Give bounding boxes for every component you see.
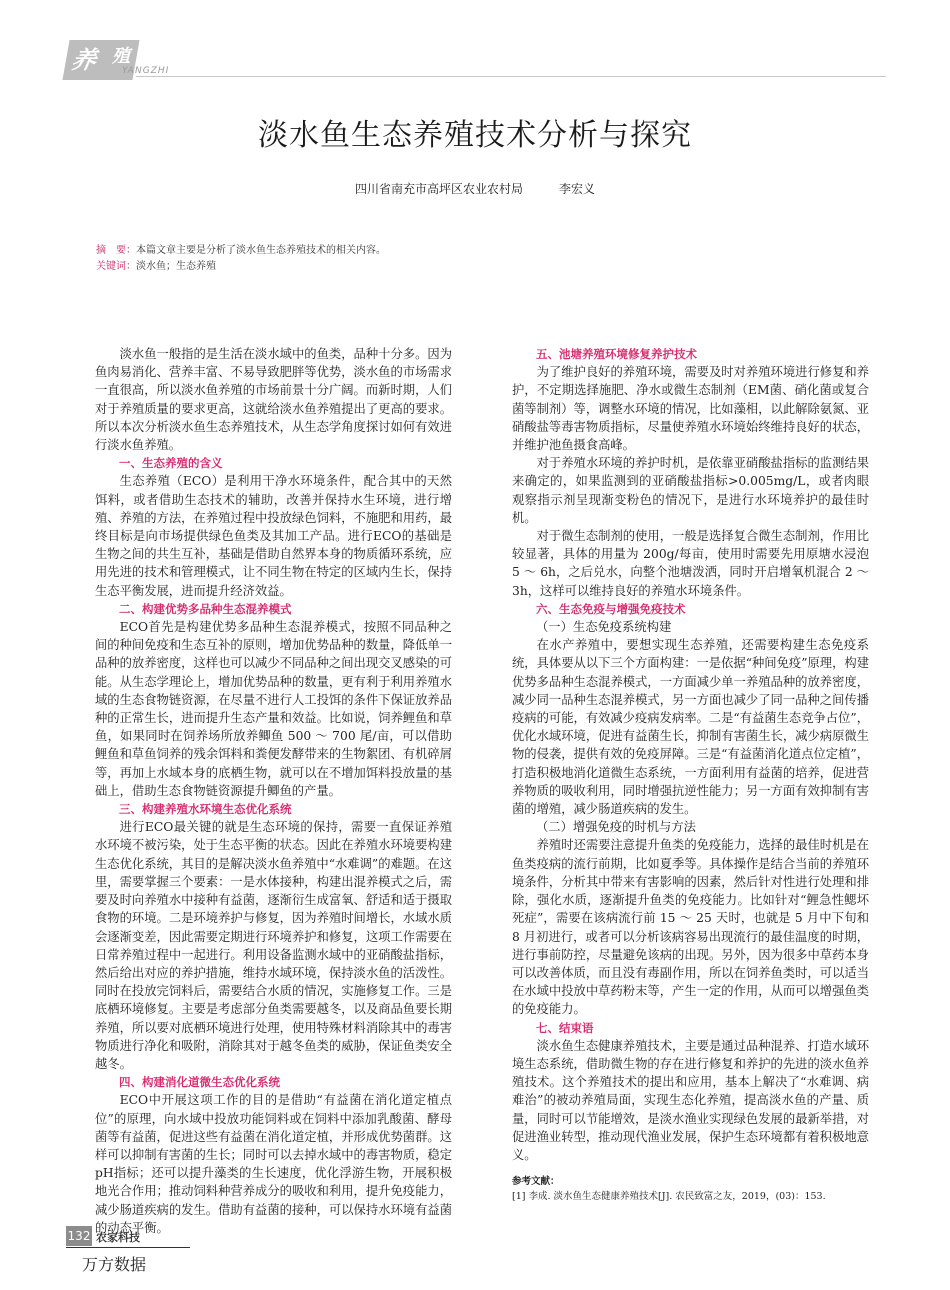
- footer-divider: [66, 1247, 190, 1248]
- left-column: [95, 345, 452, 1237]
- section-7-heading: 七、结束语: [536, 1020, 594, 1035]
- section-1-heading: 一、生态养殖的含义: [119, 456, 223, 471]
- header-divider: [136, 76, 886, 77]
- author-affiliation: 四川省南充市高坪区农业农村局: [354, 182, 523, 196]
- journal-name: 农家科技: [96, 1231, 140, 1244]
- section-logo-sub: 殖: [112, 46, 130, 67]
- section-5-paragraph-1: 为了维护良好的养殖环境，需要及时对养殖环境进行修复和养护，不定期选择施肥、净水或微生态制剂（EM菌、硝化菌或复合菌等制剂）等，调整水环境的情况，比如藻相，以此解除氨氮、亚硝酸盐等毒害物质指标，尽量使养殖水环境始终维持良好的状态，并维护池鱼摄食高峰。: [512, 365, 869, 453]
- section-6-subheading-2: （二）增强免疫的时机与方法: [536, 820, 696, 835]
- section-2-paragraph: ECO首先是构建优势多品种生态混养模式，按照不同品种之间的种间免疫和生态互补的原则，增加优势品种的数量，降低单一品种的放养密度，这样也可以减少不同品种之间出现交叉感染的可能。从生态学理论上，增加优势品种的数量，更有利于利用养殖水域的生态食物链资源，在尽量不进行人工投饵的条件下保证放养品种的正常生长，进而提升生态产量和效益。比如说，饲养鲤鱼和草鱼，如果同时在饲养场所放养鲫鱼 500 ～ 700 尾/亩，可以借助鲤鱼和草鱼饲养的残余饵料和粪便发酵带来的生物絮团、有机碎屑等，再加上水域本身的底栖生物，就可以在不增加饵料投放量的基础上，借助生态食物链资源提升鲫鱼的产量。: [95, 620, 452, 798]
- abstract-label: 摘 要：: [96, 245, 136, 256]
- section-6-subheading-1: （一）生态免疫系统构建: [536, 620, 672, 635]
- section-header: [66, 40, 886, 80]
- reference-item: [1] 李成. 淡水鱼生态健康养殖技术[J]. 农民致富之友，2019，(03)：153.: [512, 1191, 826, 1203]
- author-name: 李宏义: [559, 182, 596, 196]
- section-5-paragraph-3: 对于微生态制剂的使用，一般是选择复合微生态制剂，作用比较显著，具体的用量为 200g/每亩，使用时需要先用原塘水浸泡 5 ～ 6h，之后兑水，向整个池塘泼洒，同时开启增氧机混合 2 ～ 3h，这样可以维持良好的养殖水环境条件。: [512, 529, 869, 598]
- article-title: 淡水鱼生态养殖技术分析与探究: [258, 118, 692, 153]
- author-line: [0, 180, 950, 197]
- abstract-block: [96, 243, 856, 275]
- section-3-paragraph: 进行ECO最关键的就是生态环境的保持，需要一直保证养殖水环境不被污染，处于生态平衡的状态。因此在养殖水环境要构建生态优化系统，其目的是解决淡水鱼养殖中“水难调”的难题。在这里，需要掌握三个要素：一是水体接种，构建出混养模式之后，需要及时向养殖水中接种有益菌，逐渐衍生成富氧、舒适和适于摄取食物的环境。二是环境养护与修复，因为养殖时间增长，水域水质会逐渐变差，因此需要定期进行环境养护和修复，这项工作需要在日常养殖过程中一起进行。利用设备监测水域中的亚硝酸盐指标，然后给出对应的养护措施，维持水域环境，保持淡水鱼的活泼性。同时在投放完饲料后，需要结合水质的情况，实施修复工作。三是底栖环境修复。主要是考虑部分鱼类需要越冬，以及商品鱼要长期养殖，所以要对底栖环境进行处理，使用特殊材料消除其中的毒害物质进行净化和吸附，消除其对于越冬鱼类的威胁，保证鱼类安全越冬。: [95, 820, 452, 1071]
- section-5-paragraph-2: 对于养殖水环境的养护时机，是依靠亚硝酸盐指标的监测结果来确定的，如果监测到的亚硝酸盐指标>0.005mg/L，或者肉眼观察指示剂呈现渐变粉色的情况下，是进行水环境养护的最佳时机。: [512, 456, 869, 525]
- keywords-line: [96, 259, 856, 275]
- section-6-heading: 六、生态免疫与增强免疫技术: [536, 601, 686, 616]
- section-2-heading: 二、构建优势多品种生态混养模式: [119, 601, 292, 616]
- section-logo-en: YANGZHI: [122, 66, 170, 76]
- intro-paragraph: 淡水鱼一般指的是生活在淡水域中的鱼类，品种十分多。因为鱼肉易消化、营养丰富、不易导致肥胖等优势，淡水鱼的市场需求一直很高，所以淡水鱼养殖的市场前景十分广阔。而新时期，人们对于养殖质量的要求更高，这就给淡水鱼养殖提出了更高的要求。所以本次分析淡水鱼生态养殖技术，从生态学角度探讨如何有效进行淡水鱼养殖。: [95, 347, 452, 453]
- abstract-text: 本篇文章主要是分析了淡水鱼生态养殖技术的相关内容。: [136, 245, 386, 256]
- abstract-line: [96, 243, 856, 259]
- section-4-heading: 四、构建消化道微生态优化系统: [119, 1075, 280, 1090]
- section-1-paragraph: 生态养殖（ECO）是利用干净水环境条件，配合其中的天然饵料，或者借助生态技术的辅助，改善并保持水生环境，进行增殖、养殖的方法，在养殖过程中投放绿色饲料，不施肥和用药，最终目标是向市场提供绿色鱼类及其加工产品。进行ECO的基础是生物之间的共生互补，基础是借助自然界本身的物质循环系统，应用先进的技术和管理模式，让不同生物在特定的区域内生长，保持生态平衡发展，进而提升经济效益。: [95, 474, 452, 598]
- section-3-heading: 三、构建养殖水环境生态优化系统: [119, 802, 292, 817]
- section-6-paragraph-2: 养殖时还需要注意提升鱼类的免疫能力，选择的最佳时机是在鱼类疫病的流行前期，比如夏季等。具体操作是结合当前的养殖环境条件，分析其中带来有害影响的因素，然后针对性进行处理和排除，强化水质，逐渐提升鱼类的免疫能力。比如针对“鲤急性鳃坏死症”，需要在该病流行前 15 ～ 25 天时，也就是 5 月中下旬和 8 月初进行，或者可以分析该病容易出现流行的最佳温度的时期，进行事前防控，尽量避免该病的出现。另外，因为很多中草药本身可以改善体质，而且没有毒副作用，所以在饲养鱼类时，可以适当在水域中投放中草药粉末等，产生一定的作用，从而可以增强鱼类的免疫能力。: [512, 838, 869, 1017]
- right-column: [512, 345, 869, 1204]
- section-logo-main: 养: [69, 46, 99, 74]
- section-5-heading: 五、池塘养殖环境修复养护技术: [536, 347, 697, 361]
- references: [512, 1174, 869, 1204]
- section-7-paragraph: 淡水鱼生态健康养殖技术，主要是通过品种混养、打造水域环境生态系统，借助微生物的存在进行修复和养护的先进的淡水鱼养殖技术。这个养殖技术的提出和应用，基本上解决了“水难调、病难治”的被动养殖局面，实现生态化养殖，提高淡水鱼的产量、质量，同时可以节能增效，是淡水渔业实现绿色发展的最新举措，对促进渔业转型，推动现代渔业发展，保护生态环境都有着积极地意义。: [512, 1038, 869, 1162]
- keywords-label: 关键词：: [96, 261, 136, 272]
- section-4-paragraph: ECO中开展这项工作的目的是借助“有益菌在消化道定植点位”的原理，向水域中投放功能饲料或在饲料中添加乳酸菌、酵母菌等有益菌，促进这些有益菌在消化道定植，并形成优势菌群。这样可以抑制有害菌的生长；同时可以去掉水域中的毒害物质，稳定pH指标；还可以提升藻类的生长速度，优化浮游生物，开展积极地光合作用；推动饲料种营养成分的吸收和利用，提升免疫能力，减少肠道疾病的发生。借助有益菌的接种，可以保持水环境有益菌的动态平衡。: [95, 1093, 452, 1235]
- page-number: 132: [66, 1226, 92, 1246]
- references-heading: 参考文献：: [512, 1176, 560, 1188]
- section-6-paragraph-1: 在水产养殖中，要想实现生态养殖，还需要构建生态免疫系统，具体要从以下三个方面构建：一是依据“种间免疫”原理，构建优势多品种生态混养模式，一方面减少单一养殖品种的放养密度，减少同一品种生态混养模式，另一方面也减少了同一品种之间传播疫病的可能，有效减少疫病发病率。二是“有益菌生态竞争占位”，优化水域环境，促进有益菌生长，抑制有害菌生长，减少病原微生物的侵袭，提供有效的免疫屏障。三是“有益菌消化道点位定植”，打造积极地消化道微生态系统，一方面利用有益菌的培养，促进营养物质的吸收利用，同时增强抗逆性能力；另一方面有效抑制有害菌的增殖，减少肠道疾病的发生。: [512, 638, 869, 817]
- keywords-text: 淡水鱼；生态养殖: [136, 261, 216, 272]
- database-watermark: 万方数据: [82, 1255, 147, 1274]
